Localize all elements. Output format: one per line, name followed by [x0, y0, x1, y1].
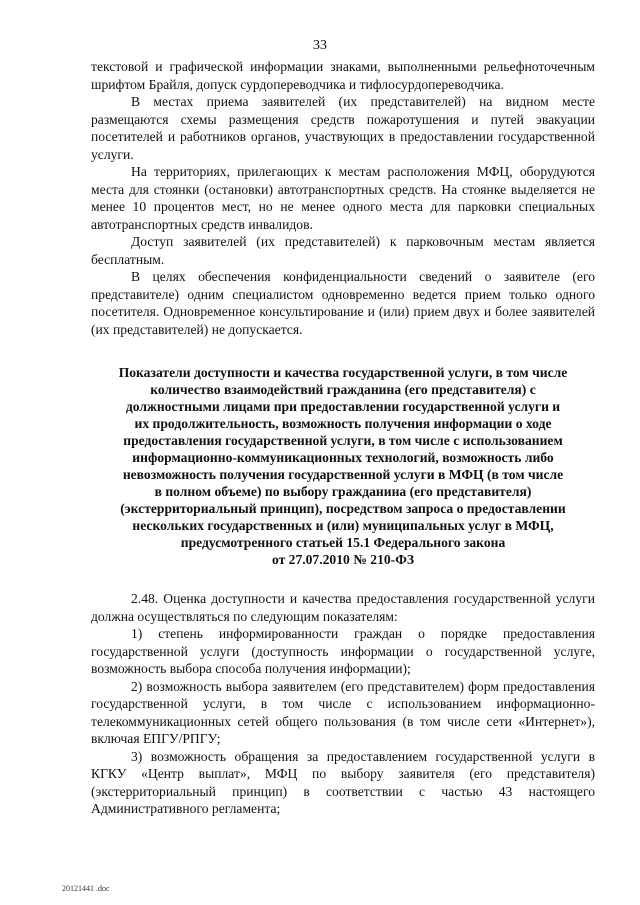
heading-line: нескольких государственных и (или) муниципальных услуг в МФЦ,: [132, 518, 554, 533]
paragraph: Доступ заявителей (их представителей) к парковочным местам является бесплатным.: [91, 234, 595, 267]
paragraph: 3) возможность обращения за предоставлением государственной услуги в КГКУ «Центр выплат», МФЦ по выбору заявителя (его представителя) (экстерриториальный принцип) в соответствии с частью 43 настоящего Административного регламента;: [91, 748, 595, 816]
paragraph: На территориях, прилегающих к местам расположения МФЦ, оборудуются места для стоянки (остановки) автотранспортных средств. На стоянке выделяется не менее 10 процентов мест, но не менее одного места для парковки специальных автотранспортных средств инвалидов.: [91, 164, 595, 232]
section-heading: [91, 364, 595, 568]
paragraph: 2) возможность выбора заявителем (его представителем) форм предоставления государственной услуги, в том числе с использованием информационно-телекоммуникационных сетей общего пользования (в том числе сети «Интернет»), включая ЕПГУ/РПГУ;: [91, 678, 595, 746]
heading-line: предусмотренного статьей 15.1 Федерального закона: [180, 535, 506, 550]
heading-line: должностными лицами при предоставлении государственной услуги и: [125, 399, 561, 414]
document-body: [91, 58, 595, 818]
file-footer: 20121441 .doc: [62, 884, 110, 893]
paragraph-group-bottom: [91, 590, 595, 818]
page-number: 33: [313, 38, 327, 53]
paragraph: 2.48. Оценка доступности и качества предоставления государственной услуги должна осуществляться по следующим показателям:: [91, 591, 595, 624]
heading-line: количество взаимодействий гражданина (его представителя) с: [150, 382, 536, 397]
heading-line: от 27.07.2010 № 210-ФЗ: [271, 552, 415, 567]
paragraph: В целях обеспечения конфиденциальности сведений о заявителе (его представителе) одним специалистом одновременно ведется прием только одного посетителя. Одновременное консультирование и (или) прием двух и более заявителей (их представителей) не допускается.: [91, 269, 595, 337]
heading-line: их продолжительность, возможность получения информации о ходе: [134, 416, 552, 431]
heading-line: (экстерриториальный принцип), посредством запроса о предоставлении: [120, 501, 566, 516]
paragraph: В местах приема заявителей (их представителей) на видном месте размещаются схемы размещения средств пожаротушения и путей эвакуации посетителей и работников органов, участвующих в предоставлении государственной услуги.: [91, 94, 595, 162]
paragraph: текстовой и графической информации знаками, выполненными рельефноточечным шрифтом Брайля, допуск сурдопереводчика и тифлосурдопереводчика.: [91, 59, 595, 92]
heading-line: информационно-коммуникационных технологий, возможность либо: [132, 450, 554, 465]
heading-line: невозможность получения государственной услуги в МФЦ (в том числе: [122, 467, 564, 482]
heading-line: в полном объеме) по выбору гражданина (его представителя): [154, 484, 532, 499]
paragraph: 1) степень информированности граждан о порядке предоставления государственной услуги (доступность информации о государственной услуге, возможность выбора способа получения информации);: [91, 626, 595, 676]
paragraph-group-top: [91, 58, 595, 338]
heading-line: Показатели доступности и качества государственной услуги, в том числе: [118, 365, 568, 380]
heading-line: предоставления государственной услуги, в том числе с использованием: [123, 433, 563, 448]
